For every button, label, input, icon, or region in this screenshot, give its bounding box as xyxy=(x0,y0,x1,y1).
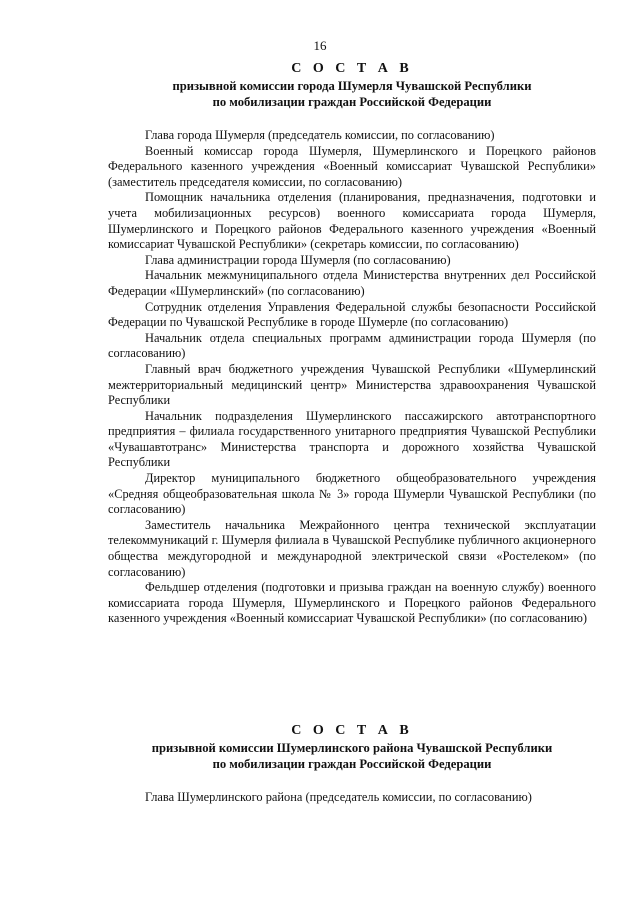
member-paragraph: Директор муниципального бюджетного общеобразовательного учреждения «Средняя общеобразовательная школа № 3» города Шумерли Чувашской Республики (по согласованию) xyxy=(108,471,596,517)
section-title: С О С Т А В xyxy=(291,723,413,738)
member-paragraph: Главный врач бюджетного учреждения Чувашской Республики «Шумерлинский межтерриториальный медицинский центр» Министерства здравоохранения Чувашской Республики xyxy=(108,361,596,408)
member-paragraph: Фельдшер отделения (подготовки и призыва граждан на военную службу) военного комиссариата города Шумерля, Шумерлинского и Порецкого районов Федерального казенного учреждения «Военный комиссариат Чувашской Республики» (по согласованию) xyxy=(108,580,596,626)
section-heading xyxy=(108,722,596,772)
section-subtitle: по мобилизации граждан Российской Федерации xyxy=(212,757,492,771)
section-subtitle: по мобилизации граждан Российской Федерации xyxy=(212,95,492,109)
section-city-commission xyxy=(108,60,596,627)
member-paragraph: Помощник начальника отделения (планирования, предназначения, подготовки и учета мобилизационных ресурсов) военного комиссариата города Шумерля, Шумерлинского и Порецкого районов Федерального казенного учреждения «Военный комиссариат Чувашской Республики» (секретарь комиссии, по согласованию) xyxy=(108,190,596,252)
member-paragraph: Военный комиссар города Шумерля, Шумерлинского и Порецкого районов Федерального казенного учреждения «Военный комиссариат Чувашской Республики» (заместитель председателя комиссии, по согласованию) xyxy=(108,143,596,189)
section-subtitle: призывной комиссии Шумерлинского района Чувашской Республики xyxy=(151,741,553,755)
member-paragraph: Сотрудник отделения Управления Федеральной службы безопасности Российской Федерации по Чувашской Республике в городе Шумерле (по согласованию) xyxy=(108,299,596,330)
section-title: С О С Т А В xyxy=(291,61,413,76)
section-heading xyxy=(108,60,596,110)
member-paragraph: Глава города Шумерля (председатель комиссии, по согласованию) xyxy=(145,128,495,142)
section-district-commission xyxy=(108,722,596,806)
member-paragraph: Начальник отдела специальных программ администрации города Шумерля (по согласованию) xyxy=(108,330,596,361)
member-paragraph: Глава администрации города Шумерля (по согласованию) xyxy=(145,252,451,267)
member-paragraph: Начальник подразделения Шумерлинского пассажирского автотранспортного предприятия – филиала государственного унитарного предприятия Чувашской Республики «Чувашавтотранс» Министерства транспорта и дорожного хозяйства Чувашской Республики xyxy=(108,408,596,470)
member-paragraph: Заместитель начальника Межрайонного центра технической эксплуатации телекоммуникаций г. Шумерля филиала в Чувашской Республике публичного акционерного общества междугородной и международной электрической связи «Ростелеком» (по согласованию) xyxy=(108,517,596,579)
member-paragraph: Глава Шумерлинского района (председатель комиссии, по согласованию) xyxy=(145,790,532,804)
page-number: 16 xyxy=(313,38,327,53)
member-paragraph: Начальник межмуниципального отдела Министерства внутренних дел Российской Федерации «Шумерлинский» (по согласованию) xyxy=(108,268,596,298)
section-subtitle: призывной комиссии города Шумерля Чувашской Республики xyxy=(172,79,532,93)
